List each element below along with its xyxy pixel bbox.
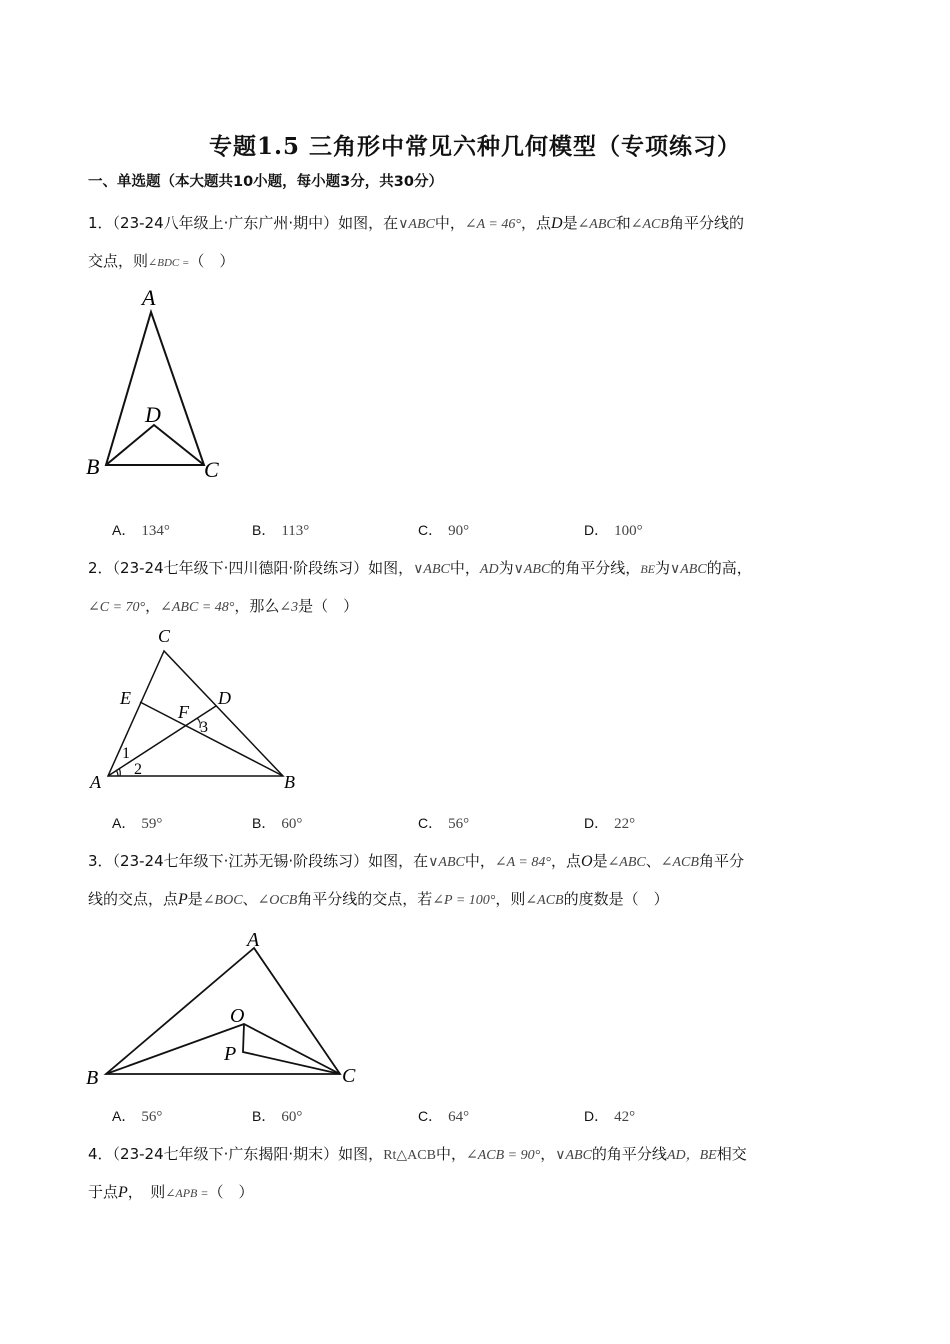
- math-expr: ∠C = 70°: [88, 600, 146, 615]
- label-c: C: [158, 626, 171, 646]
- question-text: ，则: [495, 890, 526, 908]
- question-text: 的角平分线: [591, 1145, 667, 1163]
- label-a: A: [90, 772, 101, 792]
- question-text: 是: [592, 852, 608, 870]
- question-text: 、: [645, 852, 661, 870]
- question-text: （ ）: [189, 252, 235, 270]
- option-b[interactable]: B． 60°: [252, 815, 303, 832]
- question-text: 中，: [449, 559, 480, 577]
- question-text: 的度数是（ ）: [563, 890, 669, 908]
- math-expr: ∨ABC: [413, 562, 450, 577]
- label-p: P: [224, 1043, 237, 1065]
- bisector-lines: [106, 425, 204, 465]
- math-expr: ∠3: [279, 600, 299, 615]
- question-text: 、: [242, 890, 258, 908]
- question-text: 角平分: [698, 852, 744, 870]
- math-expr: ∠ACB: [660, 855, 699, 870]
- math-expr: BE: [640, 562, 655, 576]
- question-text: 如图，在: [368, 852, 429, 870]
- question-text: 的角平分线，: [550, 559, 641, 577]
- label-b: B: [284, 772, 295, 792]
- label-e: E: [120, 688, 131, 708]
- question-number: 2．: [88, 559, 113, 577]
- option-c[interactable]: C． 90°: [418, 522, 470, 539]
- question-text: 是（ ）: [298, 597, 359, 615]
- math-expr: ∠BOC: [202, 893, 243, 908]
- math-expr: P: [178, 891, 188, 908]
- question-source: （23-24七年级下·四川德阳·阶段练习）: [112, 559, 369, 577]
- math-expr: ∠P = 100°: [432, 893, 496, 908]
- label-a: A: [142, 285, 156, 310]
- question-number: 3．: [88, 852, 113, 870]
- question-number: 4．: [88, 1145, 113, 1163]
- question-text: 如图，在: [338, 214, 399, 232]
- question-text: 中，: [434, 214, 465, 232]
- angle-arc-1: [116, 770, 118, 776]
- math-expr: AD: [479, 562, 499, 577]
- figure-1: [80, 282, 240, 482]
- question-text: 角平分线的交点，若: [297, 890, 433, 908]
- question-text: 是: [562, 214, 578, 232]
- figure-2: [80, 622, 320, 797]
- page-title: 专题1.5 三角形中常见六种几何模型（专项练习）: [208, 133, 742, 160]
- math-expr: ∨ABC: [555, 1148, 592, 1163]
- question-text: 线的交点，点: [88, 890, 179, 908]
- options-q1: [112, 520, 752, 544]
- math-expr: ∠ABC: [607, 855, 646, 870]
- math-expr: ∠A = 84°: [494, 855, 551, 870]
- question-text: 中，: [435, 1145, 466, 1163]
- question-text: 如图，: [368, 559, 414, 577]
- option-d[interactable]: D． 100°: [584, 522, 643, 539]
- question-source: （23-24七年级下·江苏无锡·阶段练习）: [112, 852, 369, 870]
- question-text: 中，: [464, 852, 495, 870]
- label-d: D: [218, 688, 231, 708]
- label-c: C: [342, 1065, 356, 1087]
- option-a[interactable]: A． 134°: [112, 522, 170, 539]
- label-c: C: [204, 457, 219, 482]
- option-b[interactable]: B． 113°: [252, 522, 310, 539]
- math-expr: ∠APB =: [165, 1186, 209, 1200]
- math-expr: ∨ABC: [428, 855, 465, 870]
- question-number: 1．: [88, 214, 113, 232]
- math-expr: ∨ABC: [513, 562, 551, 577]
- question-text: ，点: [550, 852, 581, 870]
- label-b: B: [86, 454, 100, 479]
- question-text: 是: [187, 890, 203, 908]
- math-expr: ∠ABC: [577, 217, 616, 232]
- math-expr: ∠OCB: [257, 893, 298, 908]
- label-b: B: [86, 1067, 99, 1089]
- math-expr: ∠A = 46°: [464, 217, 521, 232]
- question-text: 的高，: [706, 559, 752, 577]
- triangle-abc: [108, 651, 283, 776]
- math-expr: Rt△ACB: [383, 1148, 436, 1163]
- math-expr: ∠BDC =: [148, 257, 190, 269]
- question-text: ，点: [520, 214, 551, 232]
- label-angle-2: 2: [134, 761, 142, 778]
- option-c[interactable]: C． 64°: [418, 1108, 470, 1125]
- option-a[interactable]: A． 56°: [112, 1108, 163, 1125]
- question-source: （23-24八年级上·广东广州·期中）: [112, 214, 339, 232]
- option-a[interactable]: A． 59°: [112, 815, 163, 832]
- options-q3: [112, 1106, 752, 1130]
- math-expr: AD，BE: [666, 1148, 717, 1163]
- math-expr: ∠ACB: [525, 893, 564, 908]
- math-expr: D: [551, 215, 563, 232]
- math-expr: ∠ACB: [630, 217, 669, 232]
- question-1: [88, 205, 868, 281]
- math-expr: O: [581, 853, 593, 870]
- math-expr: ∨ABC: [670, 562, 707, 577]
- question-text: 交点，则: [88, 252, 149, 270]
- option-c[interactable]: C． 56°: [418, 815, 470, 832]
- figure-3: [80, 922, 380, 1092]
- question-text: 如图，: [338, 1145, 384, 1163]
- question-text: 和: [615, 214, 631, 232]
- question-source: （23-24七年级下·广东揭阳·期末）: [112, 1145, 339, 1163]
- label-angle-1: 1: [122, 745, 130, 762]
- options-q2: [112, 813, 752, 837]
- triangle-abc: [106, 312, 204, 465]
- math-expr: ∠ABC = 48°: [160, 600, 235, 615]
- question-text: ，: [540, 1145, 556, 1163]
- question-text: 为: [654, 559, 670, 577]
- question-3: [88, 843, 868, 919]
- question-text: ，: [145, 597, 161, 615]
- question-text: 角平分线的: [668, 214, 744, 232]
- option-d[interactable]: D． 22°: [584, 815, 636, 832]
- math-expr: ∠ACB = 90°: [465, 1148, 541, 1163]
- option-d[interactable]: D． 42°: [584, 1108, 636, 1125]
- question-2: [88, 550, 868, 626]
- label-a: A: [247, 929, 260, 951]
- question-text: 相交: [716, 1145, 747, 1163]
- label-o: O: [230, 1005, 245, 1027]
- section-heading: 一、单选题（本大题共10小题，每小题3分，共30分）: [88, 174, 443, 190]
- math-expr: P: [118, 1184, 128, 1201]
- altitude-be: [140, 702, 283, 776]
- label-d: D: [145, 402, 161, 427]
- angle-arc-2: [119, 768, 120, 776]
- question-text: ， 则: [127, 1183, 166, 1201]
- question-4: [88, 1136, 868, 1211]
- question-text: （ ）: [208, 1183, 254, 1201]
- label-angle-3: 3: [200, 719, 208, 736]
- math-expr: ∨ABC: [398, 217, 435, 232]
- question-text: 为: [498, 559, 514, 577]
- option-b[interactable]: B． 60°: [252, 1108, 303, 1125]
- question-text: ，那么: [234, 597, 280, 615]
- question-text: 于点: [88, 1183, 119, 1201]
- label-f: F: [178, 702, 189, 722]
